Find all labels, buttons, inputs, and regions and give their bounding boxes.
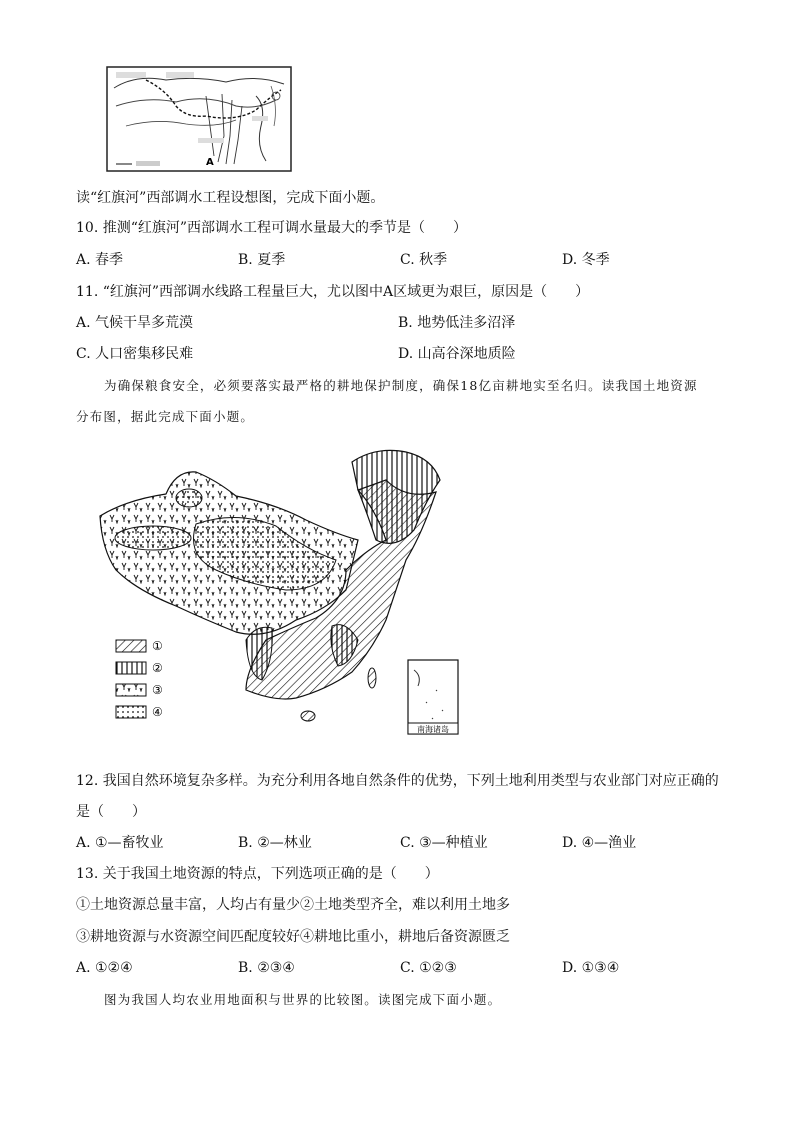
intro-land-line1: 为确保粮食安全，必须要落实最严格的耕地保护制度，确保18亿亩耕地实至名归。读我国土地资源 (104, 378, 698, 393)
q12-stem-line1: 12. 我国自然环境复杂多样。为充分利用各地自然条件的优势，下列土地利用类型与农业部门对应正确的 (76, 773, 719, 789)
q10-option-a[interactable]: A. 春季 (76, 252, 124, 268)
q10-stem: 10. 推测“红旗河”西部调水工程可调水量最大的季节是（ ） (76, 220, 468, 236)
q13-option-c[interactable]: C. ①②③ (400, 960, 457, 976)
legend-label-1: ① (152, 639, 163, 653)
legend-swatch-2 (116, 662, 146, 674)
q12-option-c[interactable]: C. ③—种植业 (400, 835, 488, 851)
q10-option-b[interactable]: B. 夏季 (238, 252, 286, 268)
intro-land-line2: 分布图，据此完成下面小题。 (76, 409, 255, 424)
q12-option-d[interactable]: D. ④—渔业 (562, 835, 637, 851)
inset-label: 南海诸岛 (417, 725, 449, 734)
legend-swatch-3 (116, 684, 146, 696)
q12-stem-line2: 是（ ） (76, 804, 146, 820)
q11-stem: 11. “红旗河”西部调水线路工程量巨大，尤以图中A区域更为艰巨，原因是（ ） (76, 284, 590, 300)
legend-swatch-4 (116, 706, 146, 718)
diversion-map (106, 66, 292, 172)
q11-option-a[interactable]: A. 气候干旱多荒漠 (76, 315, 194, 331)
region-a-label: A (206, 157, 214, 168)
q10-option-c[interactable]: C. 秋季 (400, 252, 448, 268)
q13-option-b[interactable]: B. ②③④ (238, 960, 295, 976)
q10-option-d[interactable]: D. 冬季 (562, 252, 610, 268)
q12-option-a[interactable]: A. ①—畜牧业 (76, 835, 164, 851)
q13-option-a[interactable]: A. ①②④ (76, 960, 133, 976)
q11-option-d[interactable]: D. 山高谷深地质险 (398, 346, 516, 362)
intro-farmland-chart: 图为我国人均农业用地面积与世界的比较图。读图完成下面小题。 (104, 992, 502, 1007)
q11-option-b[interactable]: B. 地势低洼多沼泽 (398, 315, 516, 331)
intro-diversion: 读“红旗河”西部调水工程设想图，完成下面小题。 (76, 190, 385, 206)
q11-option-c[interactable]: C. 人口密集移民难 (76, 346, 194, 362)
legend-label-4: ④ (152, 705, 163, 719)
legend-label-3: ③ (152, 683, 163, 697)
legend-swatch-1 (116, 640, 146, 652)
q13-statement-1: ①土地资源总量丰富，人均占有量少②土地类型齐全，难以利用土地多 (76, 897, 510, 913)
q13-stem: 13. 关于我国土地资源的特点，下列选项正确的是（ ） (76, 866, 439, 882)
land-resource-map (96, 440, 468, 740)
legend-label-2: ② (152, 661, 163, 675)
q13-statement-2: ③耕地资源与水资源空间匹配度较好④耕地比重小，耕地后备资源匮乏 (76, 929, 510, 945)
q13-option-d[interactable]: D. ①③④ (562, 960, 620, 976)
q12-option-b[interactable]: B. ②—林业 (238, 835, 312, 851)
